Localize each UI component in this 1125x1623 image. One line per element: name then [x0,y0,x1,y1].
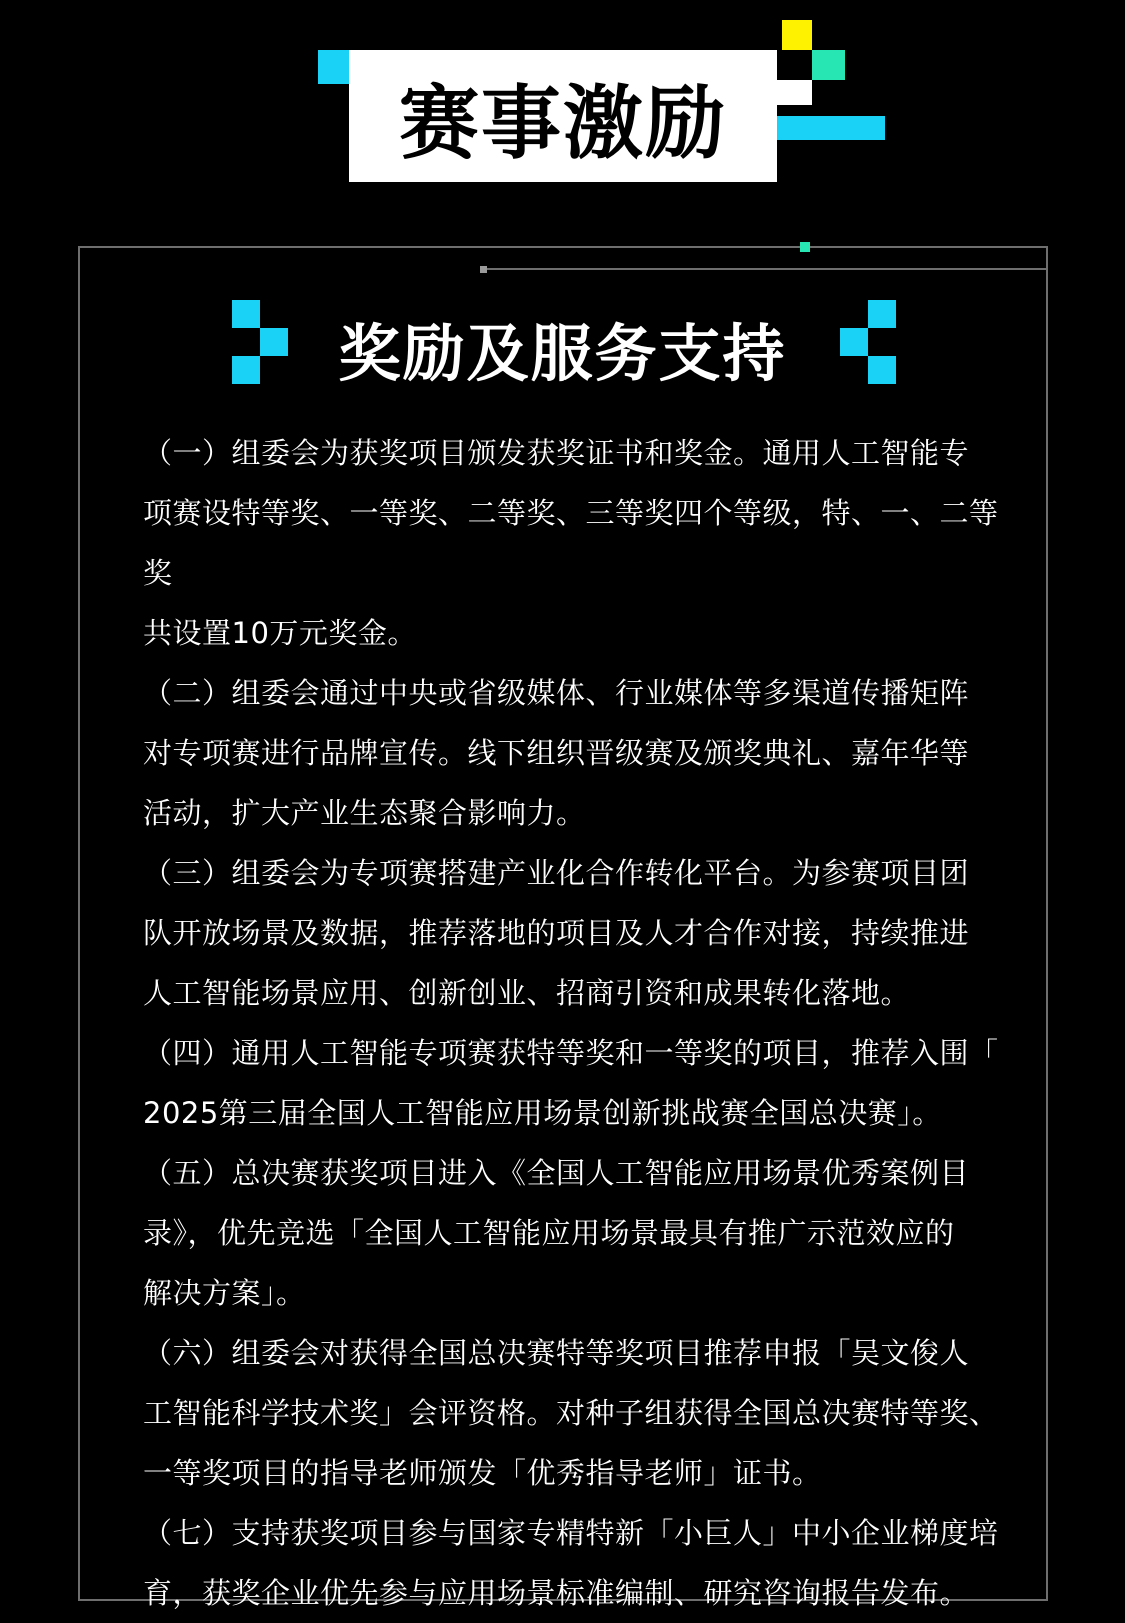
paragraph-7 [143,1503,1013,1623]
paragraph-line: （三）组委会为专项赛搭建产业化合作转化平台。为参赛项目团 [143,856,970,890]
paragraph-line: 工智能科学技术奖」会评资格。对种子组获得全国总决赛特等奖、 [143,1396,999,1430]
paragraph-line: （一）组委会为获奖项目颁发获奖证书和奖金。通用人工智能专 [143,436,970,470]
paragraph-line: （七）支持获奖项目参与国家专精特新「小巨人」中小企业梯度培 [143,1516,999,1550]
pixel-corner-icon-right [840,300,896,384]
pixel-block-decoration [777,80,812,105]
paragraph-line: 人工智能场景应用、创新创业、招商引资和成果转化落地。 [143,976,911,1010]
paragraph-line: （四）通用人工智能专项赛获特等奖和一等奖的项目，推荐入围「 [143,1036,999,1070]
paragraph-line: （二）组委会通过中央或省级媒体、行业媒体等多渠道传播矩阵 [143,676,970,710]
title-box [349,50,777,182]
section-header [0,296,1125,390]
paragraph-line: 2025第三届全国人工智能应用场景创新挑战赛全国总决赛」。 [143,1096,942,1130]
pixel-block-decoration [800,242,810,252]
paragraph-line: （五）总决赛获奖项目进入《全国人工智能应用场景优秀案例目 [143,1156,970,1190]
header [0,0,1125,200]
page-title: 赛事激励 [399,76,727,170]
pixel-block-decoration [318,50,352,84]
paragraph-4 [143,1023,1013,1143]
pixel-block-decoration [782,20,812,50]
paragraph-line: 活动，扩大产业生态聚合影响力。 [143,796,586,830]
paragraph-1 [143,423,1013,663]
pixel-block-decoration [480,266,487,273]
paragraph-list [143,423,1013,1623]
paragraph-line: （六）组委会对获得全国总决赛特等奖项目推荐申报「吴文俊人 [143,1336,970,1370]
section-subtitle: 奖励及服务支持 [338,317,787,390]
paragraph-line: 一等奖项目的指导老师颁发「优秀指导老师」证书。 [143,1456,822,1490]
pixel-block-decoration [812,50,845,80]
paragraph-2 [143,663,1013,843]
panel-inner-border-right [1046,268,1048,1601]
paragraph-6 [143,1323,1013,1503]
paragraph-line: 共设置10万元奖金。 [143,616,417,650]
paragraph-line: 对专项赛进行品牌宣传。线下组织晋级赛及颁奖典礼、嘉年华等 [143,736,970,770]
panel-inner-border-top [482,268,1048,270]
paragraph-line: 育，获奖企业优先参与应用场景标准编制、研究咨询报告发布。 [143,1576,970,1610]
paragraph-5 [143,1143,1013,1323]
paragraph-line: 队开放场景及数据，推荐落地的项目及人才合作对接，持续推进 [143,916,970,950]
paragraph-line: 解决方案」。 [143,1276,306,1310]
paragraph-3 [143,843,1013,1023]
paragraph-line: 项赛设特等奖、一等奖、二等奖、三等奖四个等级，特、一、二等奖 [143,496,999,590]
paragraph-line: 录》，优先竞选「全国人工智能应用场景最具有推广示范效应的 [143,1216,955,1250]
